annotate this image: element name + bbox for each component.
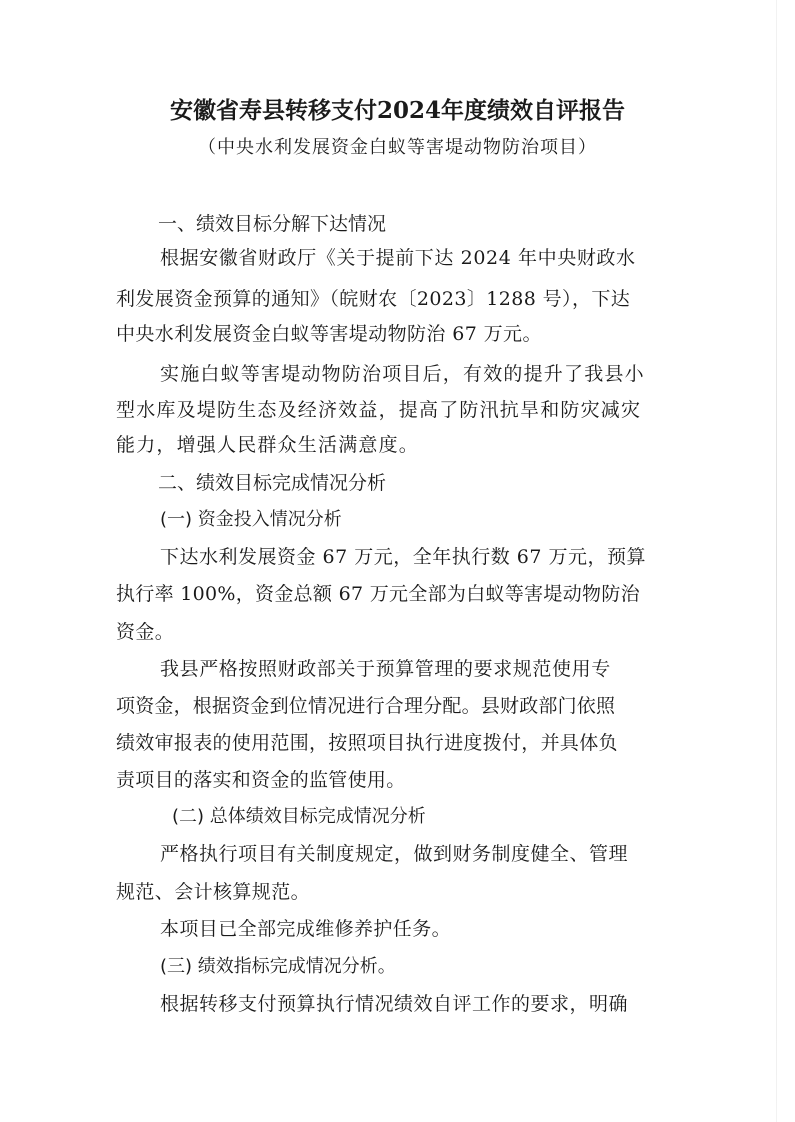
paragraph-line: 型水库及堤防生态及经济效益，提高了防汛抗旱和防灾减灾	[116, 399, 642, 421]
paragraph-line: 实施白蚁等害堤动物防治项目后，有效的提升了我县小	[160, 363, 645, 385]
subsection-heading-3: (三) 绩效指标完成情况分析。	[160, 956, 396, 977]
paragraph-line: 利发展资金预算的通知》（皖财农〔2023〕1288 号），下达	[116, 288, 631, 310]
paragraph-line: 资金。	[116, 621, 175, 643]
paragraph-line: 根据安徽省财政厅《关于提前下达 2024 年中央财政水	[160, 247, 636, 269]
paragraph-line: 严格执行项目有关制度规定，做到财务制度健全、管理	[160, 843, 629, 865]
paragraph-line: 项资金，根据资金到位情况进行合理分配。县财政部门依照	[116, 695, 616, 717]
paragraph-line: 规范、会计核算规范。	[116, 881, 311, 903]
paragraph-line: 我县严格按照财政部关于预算管理的要求规范使用专	[160, 658, 611, 680]
paragraph-line: 本项目已全部完成维修养护任务。	[160, 918, 452, 940]
section-heading-1: 一、绩效目标分解下达情况	[158, 213, 387, 235]
paragraph-line: 根据转移支付预算执行情况绩效自评工作的要求，明确	[160, 993, 629, 1015]
subsection-heading-1: (一) 资金投入情况分析	[160, 509, 342, 530]
paragraph-line: 绩效审报表的使用范围，按照项目执行进度拨付，并具体负	[116, 732, 618, 754]
document-title: 安徽省寿县转移支付2024年度绩效自评报告	[169, 97, 625, 124]
scan-edge-line	[776, 0, 777, 1122]
paragraph-line: 能力，增强人民群众生活满意度。	[116, 434, 420, 456]
document-subtitle: （中央水利发展资金白蚁等害堤动物防治项目）	[198, 137, 597, 158]
subsection-heading-2: (二) 总体绩效目标完成情况分析	[172, 806, 426, 827]
paragraph-line: 中央水利发展资金白蚁等害堤动物防治 67 万元。	[116, 323, 542, 345]
paragraph-line: 下达水利发展资金 67 万元，全年执行数 67 万元，预算	[160, 546, 647, 568]
paragraph-line: 责项目的落实和资金的监管使用。	[116, 769, 406, 791]
paragraph-line: 执行率 100%，资金总额 67 万元全部为白蚁等害堤动物防治	[116, 583, 640, 605]
section-heading-2: 二、绩效目标完成情况分析	[158, 472, 387, 494]
